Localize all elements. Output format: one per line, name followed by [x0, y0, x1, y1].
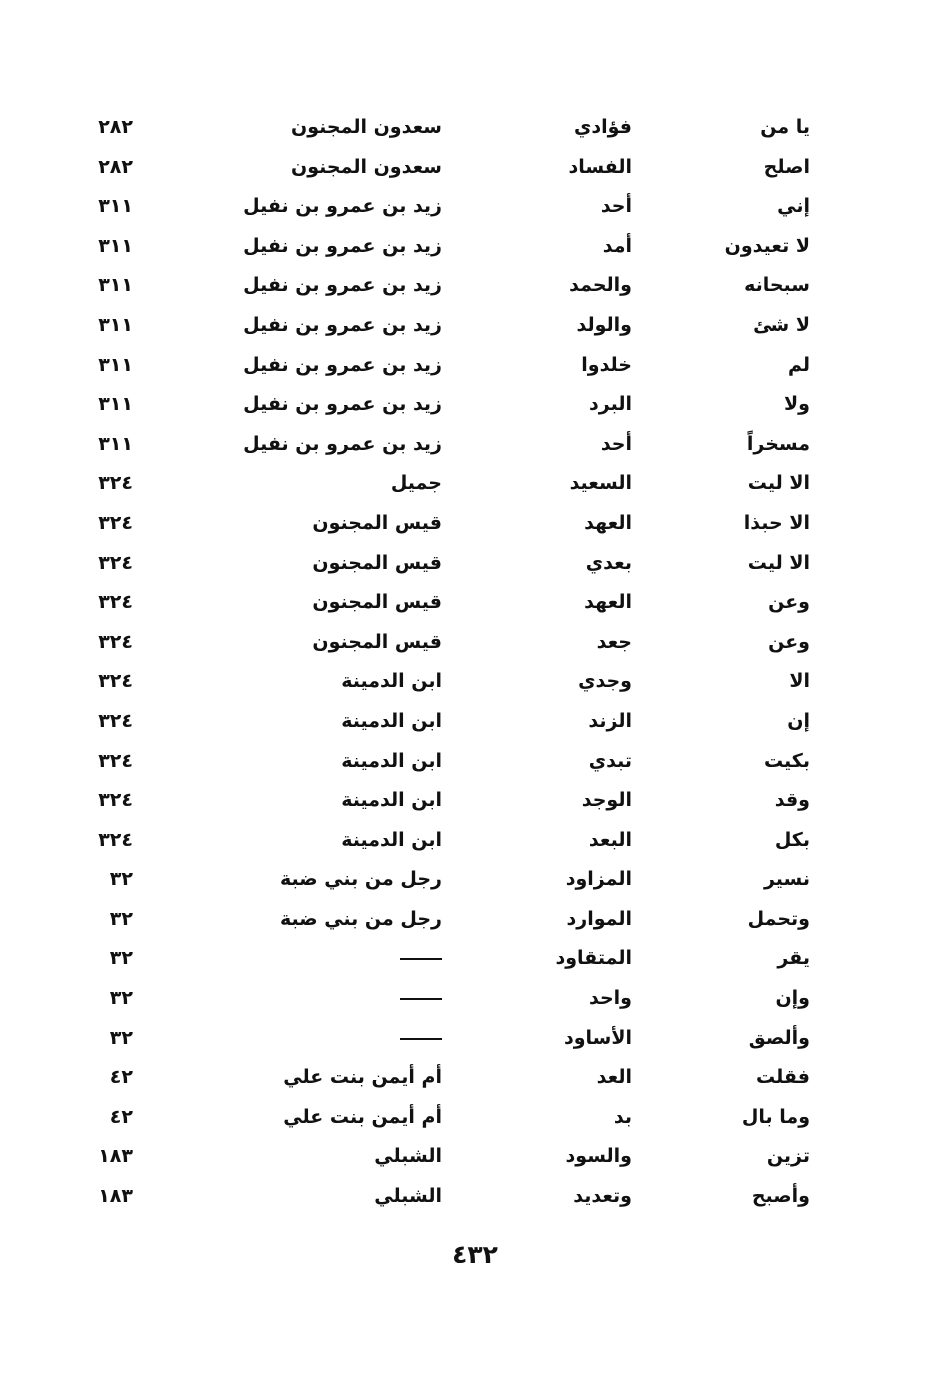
verse-rhyme: أمد — [602, 234, 632, 257]
index-row — [0, 266, 950, 306]
page-reference: ١٨٣ — [98, 1185, 133, 1208]
page-reference: ٣١١ — [98, 234, 133, 257]
index-row — [0, 227, 950, 267]
verse-rhyme: والسود — [565, 1145, 632, 1168]
index-row — [0, 662, 950, 702]
verse-rhyme: بعدي — [585, 551, 632, 574]
verse-rhyme: فؤادي — [573, 116, 632, 138]
page-reference: ٣٢ — [109, 907, 133, 930]
index-row — [0, 1019, 950, 1059]
verse-rhyme: العهد — [584, 511, 632, 534]
poet-name: جميل — [390, 472, 442, 495]
verse-rhyme: تبدي — [588, 749, 632, 772]
verse-rhyme: جعد — [596, 630, 632, 653]
verse-rhyme: وجدي — [578, 670, 632, 693]
page-reference: ٣٢٤ — [98, 749, 133, 772]
verse-rhyme: المزاود — [565, 868, 632, 891]
page-reference: ٣٢٤ — [98, 709, 133, 732]
verse-rhyme: العد — [596, 1066, 632, 1089]
index-row — [0, 504, 950, 544]
page-reference: ٣٢٤ — [98, 591, 133, 614]
page-reference: ٣٢٤ — [98, 789, 133, 812]
verse-rhyme: السعيد — [569, 472, 632, 495]
verse-rhyme: المتقاود — [555, 947, 632, 970]
verse-opening: سبحانه — [744, 274, 810, 297]
page-reference: ٣١١ — [98, 353, 133, 376]
poetry-index-table — [0, 108, 950, 1217]
poet-name: سعدون المجنون — [291, 116, 442, 138]
index-row — [0, 425, 950, 465]
verse-opening: لم — [787, 353, 810, 376]
poet-name: ابن الدمينة — [341, 749, 442, 772]
index-row — [0, 464, 950, 504]
index-row — [0, 187, 950, 227]
verse-opening: فقلت — [756, 1066, 810, 1089]
verse-rhyme: الموارد — [566, 907, 632, 930]
verse-opening: وإن — [775, 987, 810, 1010]
index-row — [0, 148, 950, 188]
page-reference: ٣١١ — [98, 432, 133, 455]
page-reference: ١٨٣ — [98, 1145, 133, 1168]
poet-name: زيد بن عمرو بن نفيل — [243, 234, 442, 257]
verse-rhyme: الوجد — [581, 789, 632, 812]
page-reference: ٣٢٤ — [98, 472, 133, 495]
verse-rhyme: أحد — [600, 195, 632, 218]
page-reference: ٤٢ — [109, 1105, 133, 1128]
poet-name: زيد بن عمرو بن نفيل — [243, 393, 442, 416]
poet-name: أم أيمن بنت علي — [283, 1105, 442, 1128]
index-row — [0, 1137, 950, 1177]
page-number: ٤٣٢ — [452, 1240, 498, 1269]
poet-name: رجل من بني ضبة — [279, 907, 442, 930]
page-reference: ٣١١ — [98, 195, 133, 218]
verse-rhyme: العهد — [584, 591, 632, 614]
page-reference: ٢٨٢ — [98, 155, 133, 178]
page-reference: ٤٢ — [109, 1066, 133, 1089]
poet-name: زيد بن عمرو بن نفيل — [243, 313, 442, 336]
verse-opening: لا تعيدون — [724, 234, 810, 257]
poet-name: زيد بن عمرو بن نفيل — [243, 195, 442, 218]
verse-opening: وعن — [768, 630, 810, 653]
verse-opening: وقد — [774, 789, 810, 812]
page-reference: ٣٢٤ — [98, 551, 133, 574]
verse-rhyme: خلدوا — [581, 353, 632, 376]
verse-opening: يا من — [760, 116, 810, 138]
verse-rhyme: البعد — [588, 828, 632, 851]
index-row — [0, 742, 950, 782]
page-reference: ٣٢ — [109, 987, 133, 1010]
verse-opening: إن — [787, 709, 810, 732]
index-row — [0, 306, 950, 346]
index-row — [0, 939, 950, 979]
verse-opening: نسير — [763, 868, 810, 891]
verse-opening: الا ليت — [747, 472, 810, 495]
page-reference: ٣٢٤ — [98, 630, 133, 653]
poet-name: سعدون المجنون — [291, 155, 442, 178]
verse-rhyme: والحمد — [569, 274, 632, 297]
index-row — [0, 346, 950, 386]
verse-opening: يقر — [777, 947, 810, 970]
index-row — [0, 544, 950, 584]
verse-rhyme: بد — [613, 1105, 632, 1128]
index-row — [0, 583, 950, 623]
page-reference: ٣٢ — [109, 947, 133, 970]
verse-opening: لا شئ — [753, 313, 810, 336]
poet-name: الشبلي — [374, 1145, 442, 1168]
verse-opening: وألصق — [748, 1026, 810, 1049]
verse-opening: بكل — [774, 828, 810, 851]
index-row — [0, 1058, 950, 1098]
verse-opening: وتحمل — [747, 907, 810, 930]
verse-rhyme: واحد — [589, 987, 632, 1010]
page-reference: ٣١١ — [98, 313, 133, 336]
poet-name: ابن الدمينة — [341, 709, 442, 732]
verse-opening: ولا — [784, 393, 810, 416]
verse-opening: إني — [777, 195, 810, 218]
page-reference: ٢٨٢ — [98, 116, 133, 138]
poet-name: قيس المجنون — [312, 551, 442, 574]
poet-unknown-dash — [400, 998, 442, 1000]
poet-unknown-dash — [400, 1038, 442, 1040]
verse-opening: مسخراً — [746, 432, 810, 455]
verse-rhyme: الأساود — [563, 1026, 632, 1049]
index-row — [0, 781, 950, 821]
verse-opening: اصلح — [763, 155, 810, 178]
page-reference: ٣٢ — [109, 1026, 133, 1049]
verse-opening: وعن — [768, 591, 810, 614]
poet-name: ابن الدمينة — [341, 789, 442, 812]
poet-name: الشبلي — [374, 1185, 442, 1208]
verse-opening: وأصبح — [751, 1185, 810, 1208]
verse-rhyme: الزند — [588, 709, 632, 732]
verse-rhyme: وتعديد — [573, 1185, 632, 1208]
verse-rhyme: والولد — [576, 313, 632, 336]
page-reference: ٣١١ — [98, 393, 133, 416]
verse-rhyme: أحد — [600, 432, 632, 455]
poet-name: زيد بن عمرو بن نفيل — [243, 432, 442, 455]
index-row — [0, 979, 950, 1019]
verse-opening: بكيت — [763, 749, 810, 772]
page-reference: ٣١١ — [98, 274, 133, 297]
poet-unknown-dash — [400, 958, 442, 960]
index-row — [0, 1098, 950, 1138]
poet-name: زيد بن عمرو بن نفيل — [243, 274, 442, 297]
page-reference: ٣٢٤ — [98, 670, 133, 693]
page-reference: ٣٢ — [109, 868, 133, 891]
page-reference: ٣٢٤ — [98, 511, 133, 534]
verse-opening: وما بال — [741, 1105, 810, 1128]
index-row — [0, 821, 950, 861]
poet-name: قيس المجنون — [312, 511, 442, 534]
poet-name: أم أيمن بنت علي — [283, 1066, 442, 1089]
poet-name: قيس المجنون — [312, 591, 442, 614]
poet-name: ابن الدمينة — [341, 670, 442, 693]
index-row — [0, 623, 950, 663]
verse-rhyme: البرد — [589, 393, 632, 416]
verse-opening: الا ليت — [747, 551, 810, 574]
verse-opening: تزين — [766, 1145, 810, 1168]
index-row — [0, 1177, 950, 1217]
verse-opening: الا حبذا — [743, 511, 810, 534]
page-reference: ٣٢٤ — [98, 828, 133, 851]
index-row — [0, 702, 950, 742]
poet-name: ابن الدمينة — [341, 828, 442, 851]
verse-opening: الا — [789, 670, 810, 693]
index-row — [0, 860, 950, 900]
poet-name: قيس المجنون — [312, 630, 442, 653]
poet-name: زيد بن عمرو بن نفيل — [243, 353, 442, 376]
poet-name: رجل من بني ضبة — [279, 868, 442, 891]
index-row — [0, 385, 950, 425]
index-row — [0, 108, 950, 148]
verse-rhyme: الفساد — [568, 155, 632, 178]
index-row — [0, 900, 950, 940]
